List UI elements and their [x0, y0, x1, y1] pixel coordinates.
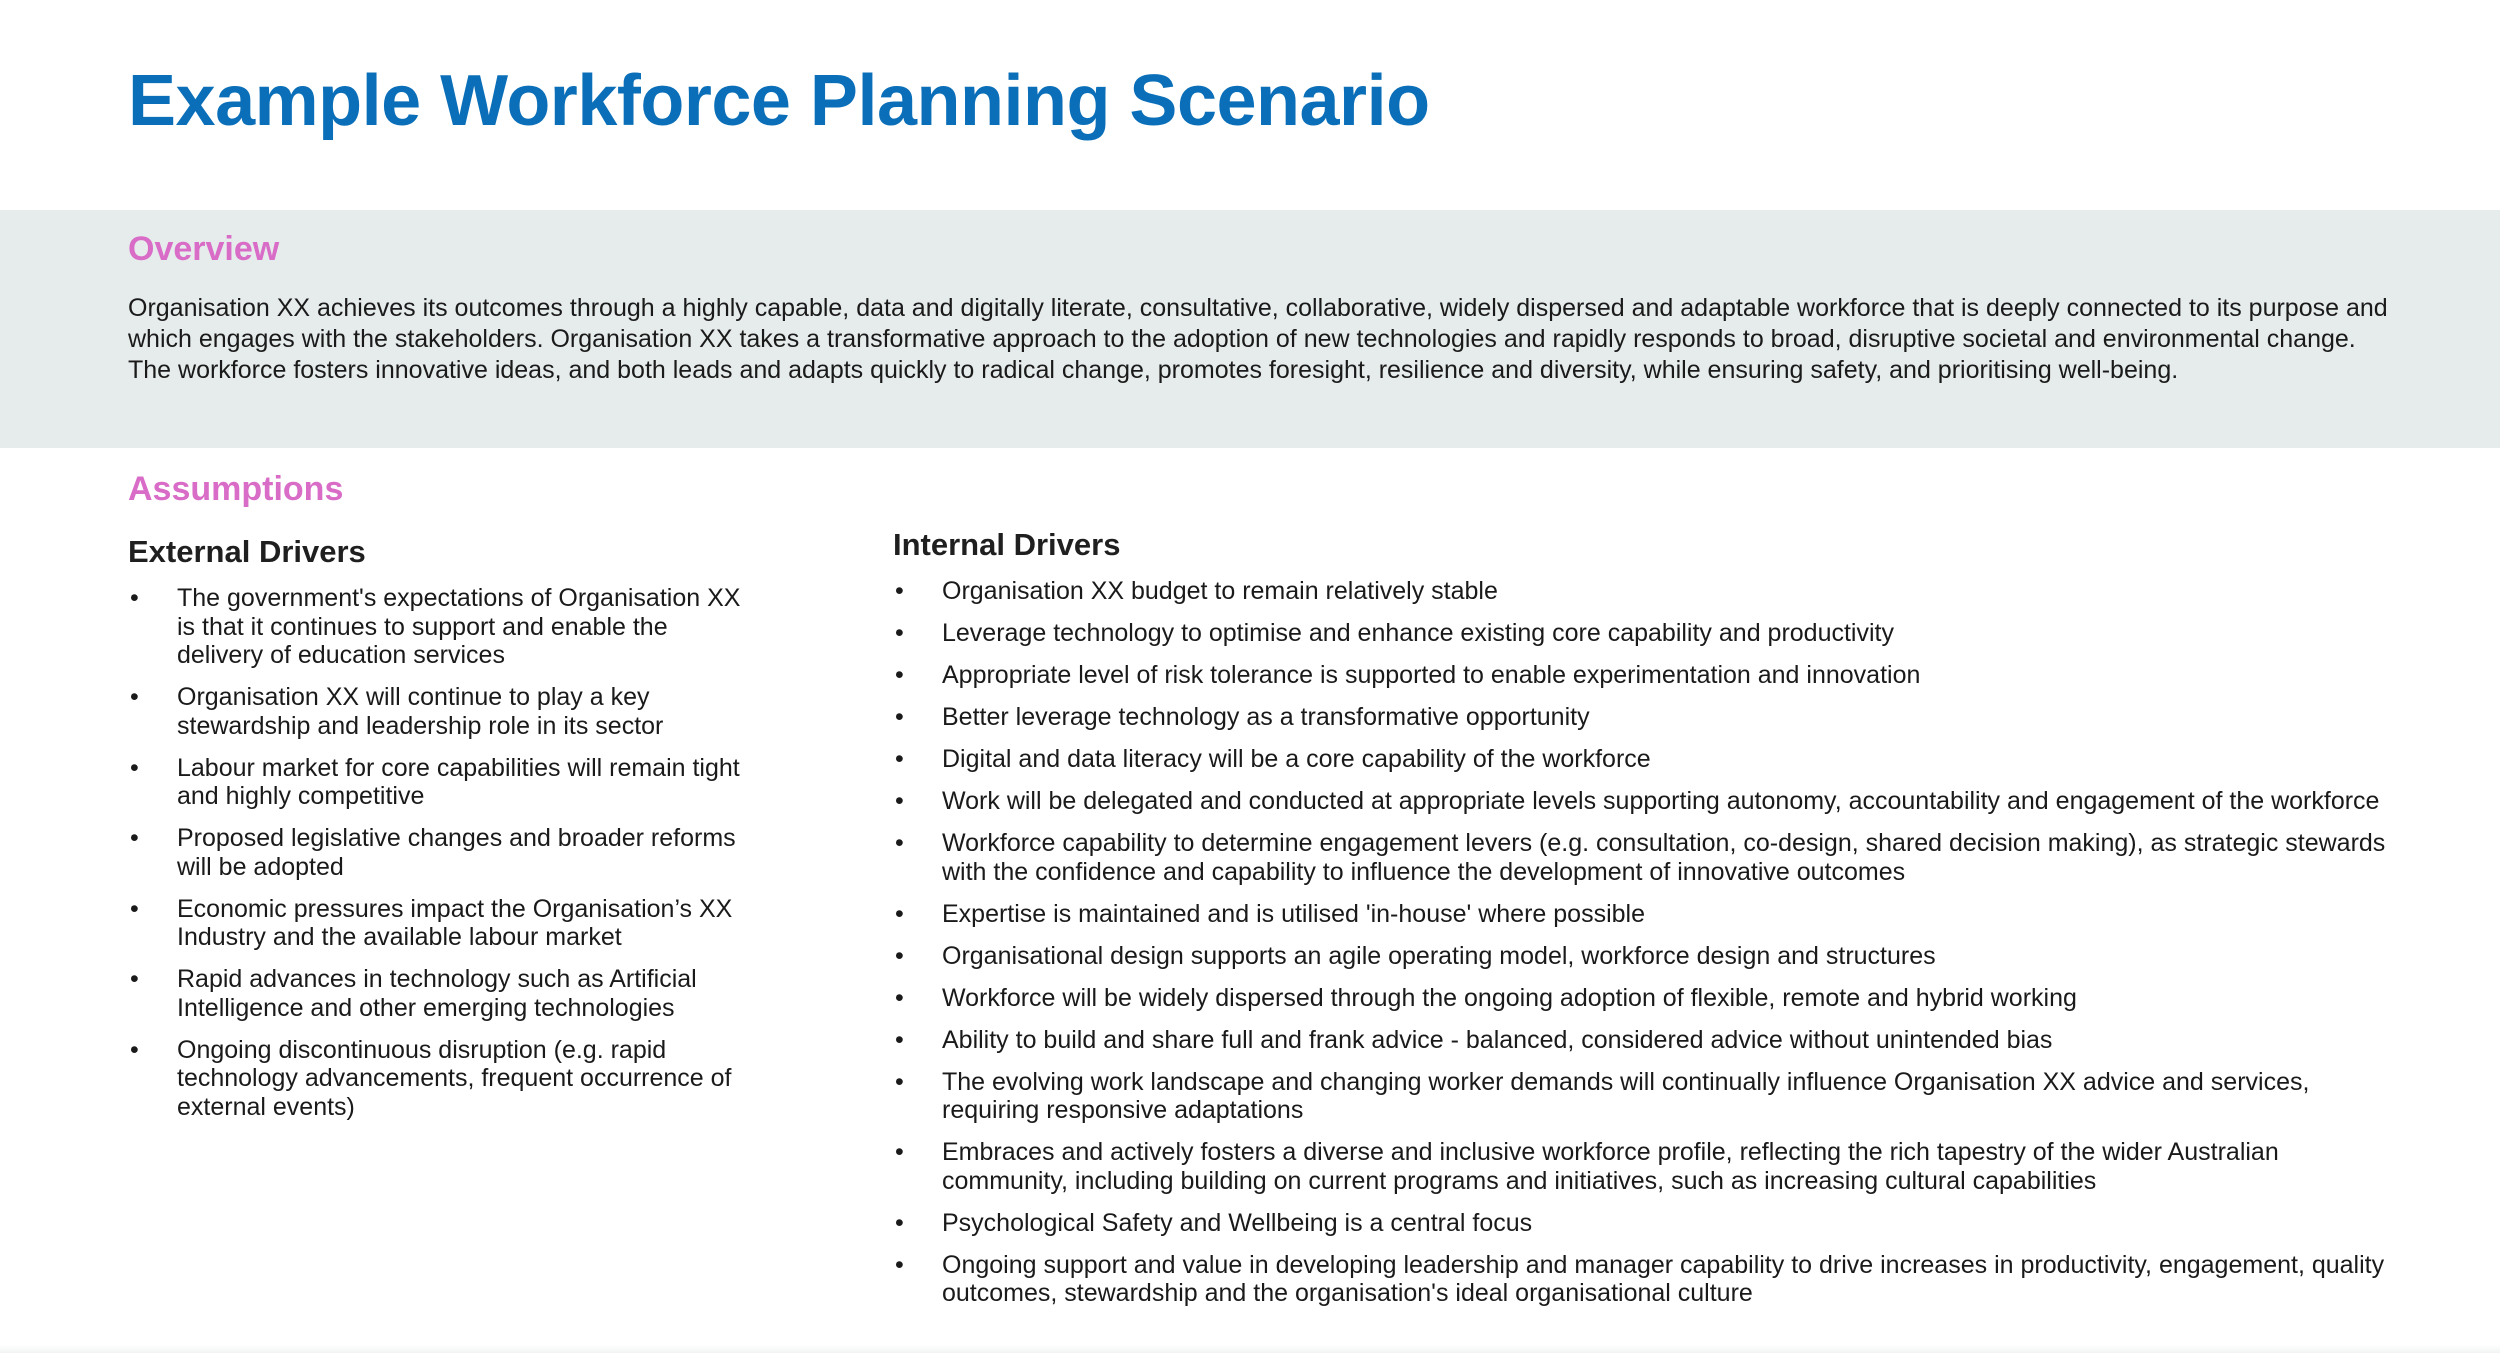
internal-driver-item-text: Organisational design supports an agile operating model, workforce design and structures	[942, 941, 1936, 970]
external-driver-item	[128, 824, 748, 881]
bullet-icon: •	[130, 965, 139, 993]
internal-driver-item-text: Organisation XX budget to remain relatively stable	[942, 577, 1498, 605]
internal-driver-item	[893, 1209, 2393, 1238]
internal-driver-item-text: Workforce capability to determine engagement levers (e.g. consultation, co-design, shared decision making), as strategic stewards with the confidence and capability to influence the development of innovative outcomes	[942, 829, 2386, 886]
internal-driver-item-text: Ongoing support and value in developing leadership and manager capability to drive increases in productivity, engagement, quality outcomes, stewardship and the organisation's ideal organisational culture	[942, 1250, 2385, 1307]
external-driver-item-text: Rapid advances in technology such as Artificial Intelligence and other emerging technologies	[177, 965, 697, 1022]
internal-driver-item	[893, 619, 2393, 648]
bullet-icon: •	[895, 829, 904, 857]
bullet-icon: •	[130, 1035, 139, 1064]
external-driver-item	[128, 965, 748, 1022]
bullet-icon: •	[130, 894, 139, 923]
external-driver-item-text: Economic pressures impact the Organisation’s XX Industry and the available labour market	[177, 894, 733, 951]
internal-driver-item	[893, 829, 2393, 886]
internal-driver-item-text: Ability to build and share full and frank advice - balanced, considered advice without unintended bias	[942, 1025, 2053, 1054]
bullet-icon: •	[130, 753, 139, 782]
bullet-icon: •	[895, 941, 904, 970]
internal-driver-item-text: Work will be delegated and conducted at appropriate levels supporting autonomy, accountability and engagement of the workforce	[942, 787, 2380, 815]
bullet-icon: •	[895, 1250, 904, 1279]
internal-driver-item	[893, 900, 2393, 929]
internal-driver-item-text: Embraces and actively fosters a diverse and inclusive workforce profile, reflecting the rich tapestry of the wider Australian community, including building on current programs and initiatives, such as increasing cultural capabilities	[942, 1138, 2279, 1195]
internal-driver-item	[893, 1251, 2393, 1308]
bullet-icon: •	[895, 1208, 904, 1237]
internal-driver-item	[893, 942, 2393, 971]
internal-driver-item	[893, 577, 2393, 606]
internal-driver-item-text: Psychological Safety and Wellbeing is a central focus	[942, 1208, 1533, 1237]
bullet-icon: •	[895, 703, 904, 731]
internal-driver-item	[893, 787, 2393, 816]
bullet-icon: •	[895, 1138, 904, 1166]
external-drivers-heading: External Drivers	[128, 534, 366, 569]
internal-driver-item-text: Expertise is maintained and is utilised 'in-house' where possible	[942, 899, 1645, 928]
external-driver-item-text: Ongoing discontinuous disruption (e.g. rapid technology advancements, frequent occurrence of external events)	[177, 1035, 732, 1121]
page-title: Example Workforce Planning Scenario	[128, 61, 1430, 141]
internal-driver-item	[893, 661, 2393, 690]
bullet-icon: •	[895, 577, 904, 605]
internal-driver-item	[893, 1138, 2393, 1195]
internal-driver-item-text: Appropriate level of risk tolerance is supported to enable experimentation and innovation	[942, 661, 1921, 689]
internal-drivers-list	[893, 577, 2393, 1321]
external-driver-item	[128, 1036, 748, 1122]
bullet-icon: •	[130, 683, 139, 711]
bullet-icon: •	[895, 1025, 904, 1054]
internal-driver-item-text: Digital and data literacy will be a core capability of the workforce	[942, 745, 1651, 773]
bullet-icon: •	[895, 745, 904, 773]
internal-driver-item	[893, 984, 2393, 1013]
bullet-icon: •	[895, 787, 904, 815]
external-driver-item	[128, 895, 748, 952]
external-driver-item-text: The government's expectations of Organisation XX is that it continues to support and enable the delivery of education services	[177, 584, 741, 669]
internal-driver-item	[893, 1026, 2393, 1055]
external-driver-item-text: Organisation XX will continue to play a key stewardship and leadership role in its sector	[177, 683, 664, 740]
assumptions-heading: Assumptions	[128, 470, 344, 508]
external-drivers-list	[128, 584, 748, 1135]
external-driver-item	[128, 584, 748, 670]
internal-driver-item-text: Workforce will be widely dispersed through the ongoing adoption of flexible, remote and hybrid working	[942, 983, 2077, 1012]
internal-driver-item	[893, 745, 2393, 774]
external-driver-item-text: Proposed legislative changes and broader reforms will be adopted	[177, 824, 736, 881]
bullet-icon: •	[895, 1067, 904, 1096]
external-driver-item	[128, 754, 748, 811]
internal-driver-item-text: Better leverage technology as a transformative opportunity	[942, 703, 1590, 731]
internal-driver-item	[893, 1068, 2393, 1125]
overview-heading: Overview	[128, 230, 280, 268]
page-bottom-edge	[0, 1345, 2500, 1353]
bullet-icon: •	[895, 619, 904, 647]
bullet-icon: •	[895, 899, 904, 928]
external-driver-item-text: Labour market for core capabilities will remain tight and highly competitive	[177, 753, 740, 810]
external-driver-item	[128, 683, 748, 740]
internal-driver-item-text: Leverage technology to optimise and enhance existing core capability and productivity	[942, 619, 1894, 647]
overview-text: Organisation XX achieves its outcomes through a highly capable, data and digitally literate, consultative, collaborative, widely dispersed and adaptable workforce that is deeply connected to its purpose and which engages with the stakeholders. Organisation XX takes a transformative approach to the adoption of new technologies and rapidly responds to broad, disruptive societal and environmental change. The workforce fosters innovative ideas, and both leads and adapts quickly to radical change, promotes foresight, resilience and diversity, while ensuring safety, and prioritising well-being.	[128, 294, 2388, 384]
bullet-icon: •	[895, 661, 904, 689]
bullet-icon: •	[895, 983, 904, 1012]
bullet-icon: •	[130, 584, 139, 612]
internal-driver-item-text: The evolving work landscape and changing worker demands will continually influence Organisation XX advice and services, requiring responsive adaptations	[942, 1067, 2310, 1124]
internal-driver-item	[893, 703, 2393, 732]
bullet-icon: •	[130, 824, 139, 852]
internal-drivers-heading: Internal Drivers	[893, 527, 1121, 562]
